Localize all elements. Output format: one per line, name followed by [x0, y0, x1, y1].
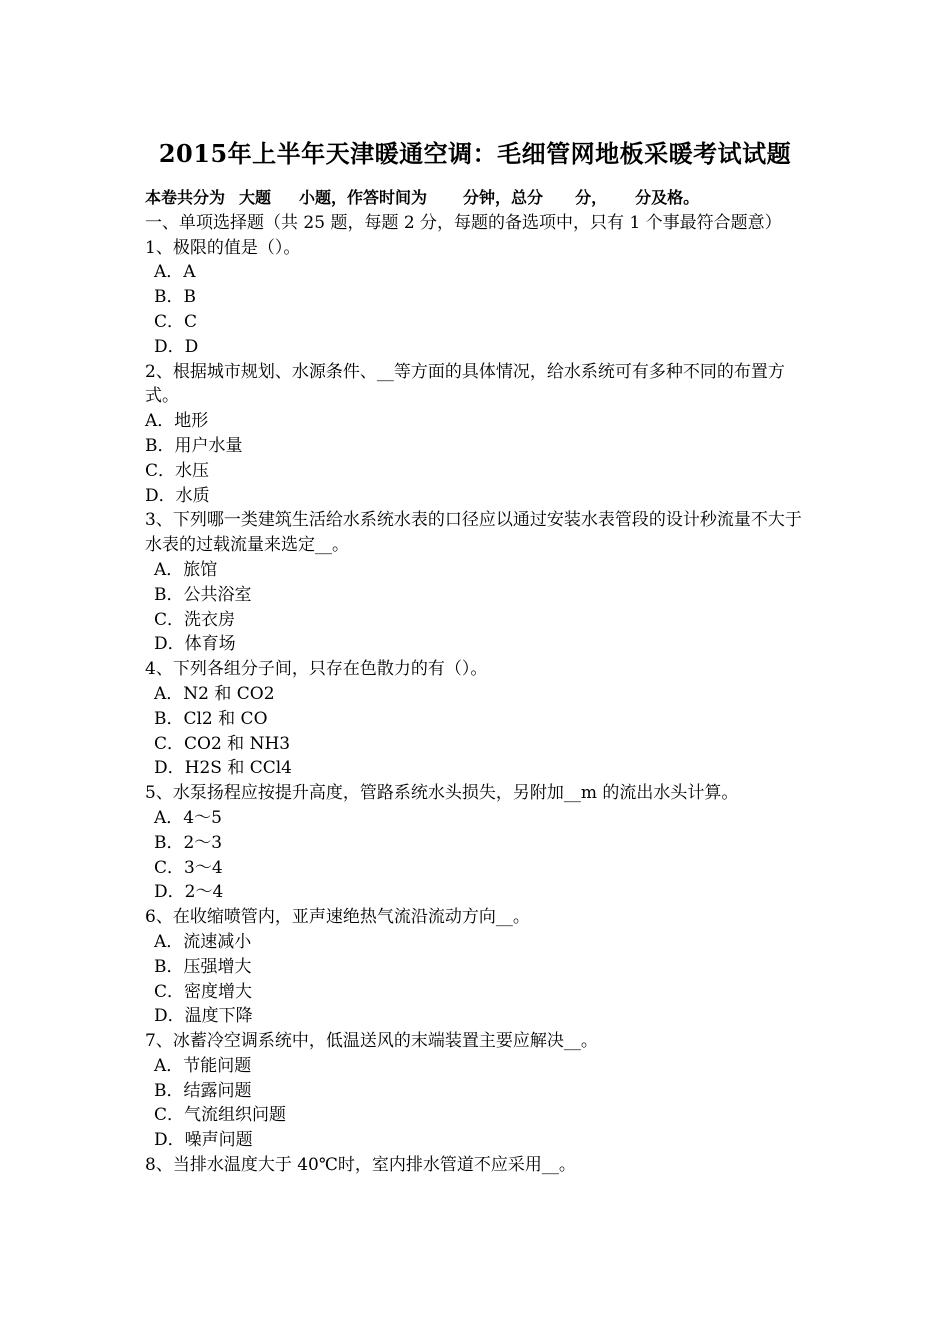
- option-item: C．洗衣房: [154, 609, 236, 630]
- question-block-1: [145, 236, 810, 360]
- question-text: 2、根据城市规划、水源条件、__等方面的具体情况，给水系统可有多种不同的布置方式。: [145, 361, 785, 407]
- option-item: C．水压: [145, 460, 210, 481]
- option-item: A．流速减小: [154, 931, 252, 952]
- option-item: B．结露问题: [154, 1080, 252, 1101]
- option-item: D．噪声问题: [154, 1130, 253, 1151]
- option-item: A．地形: [145, 411, 209, 432]
- question-block-4: [145, 657, 810, 781]
- question-block-2: [145, 360, 810, 509]
- intro-text-5: 分，: [575, 188, 608, 207]
- option-item: B．用户水量: [145, 435, 243, 456]
- option-item: B．B: [154, 287, 196, 308]
- option-item: C．3～4: [154, 857, 223, 878]
- option-item: D．2～4: [154, 882, 224, 903]
- question-block-6: [145, 905, 810, 1029]
- document-title: 2015年上半年天津暖通空调：毛细管网地板采暖考试试题: [158, 139, 792, 168]
- intro-text-3: 小题，作答时间为: [299, 188, 428, 207]
- question-block-5: [145, 781, 810, 905]
- question-text: 3、下列哪一类建筑生活给水系统水表的口径应以通过安装水表管段的设计秒流量不大于水表的过载流量来选定__。: [145, 510, 802, 556]
- question-text: 6、在收缩喷管内，亚声速绝热气流沿流动方向__。: [145, 907, 530, 928]
- question-text: 7、冰蓄冷空调系统中，低温送风的末端装置主要应解决__。: [145, 1031, 598, 1052]
- question-text: 4、下列各组分子间，只存在色散力的有（）。: [145, 659, 488, 680]
- option-item: C．CO2 和 NH3: [154, 733, 291, 754]
- exam-intro: [145, 186, 810, 211]
- option-item: A．节能问题: [154, 1055, 252, 1076]
- question-text: 8、当排水温度大于 40℃时，室内排水管道不应采用__。: [145, 1155, 576, 1176]
- question-block-3: [145, 508, 810, 657]
- intro-text-2: 大题: [239, 188, 272, 207]
- option-item: B．Cl2 和 CO: [154, 708, 268, 729]
- option-item: B．2～3: [154, 832, 223, 853]
- section-heading: 一、单项选择题（共 25 题，每题 2 分，每题的备选项中，只有 1 个事最符合题意）: [145, 212, 782, 233]
- option-item: A．旅馆: [154, 559, 218, 580]
- question-block-8: [145, 1153, 810, 1178]
- option-item: D．体育场: [154, 634, 236, 655]
- option-item: D．水质: [145, 485, 210, 506]
- option-item: C．C: [154, 311, 198, 332]
- option-item: D．温度下降: [154, 1006, 253, 1027]
- document-body: [145, 186, 810, 1178]
- option-item: A．N2 和 CO2: [154, 683, 275, 704]
- intro-text-6: 分及格。: [635, 188, 700, 207]
- question-text: 5、水泵扬程应按提升高度，管路系统水头损失，另附加__m 的流出水头计算。: [145, 783, 739, 804]
- option-item: A．A: [154, 262, 196, 283]
- option-item: A．4～5: [154, 807, 222, 828]
- option-item: D．H2S 和 CCl4: [154, 758, 292, 779]
- intro-text-4: 分钟，总分: [463, 188, 544, 207]
- question-block-7: [145, 1029, 810, 1153]
- option-item: B．公共浴室: [154, 584, 252, 605]
- option-item: C．气流组织问题: [154, 1105, 287, 1126]
- option-item: D．D: [154, 336, 199, 357]
- option-item: C．密度增大: [154, 981, 253, 1002]
- intro-text-1: 本卷共分为: [145, 188, 226, 207]
- option-item: B．压强增大: [154, 956, 252, 977]
- question-text: 1、极限的值是（）。: [145, 237, 301, 258]
